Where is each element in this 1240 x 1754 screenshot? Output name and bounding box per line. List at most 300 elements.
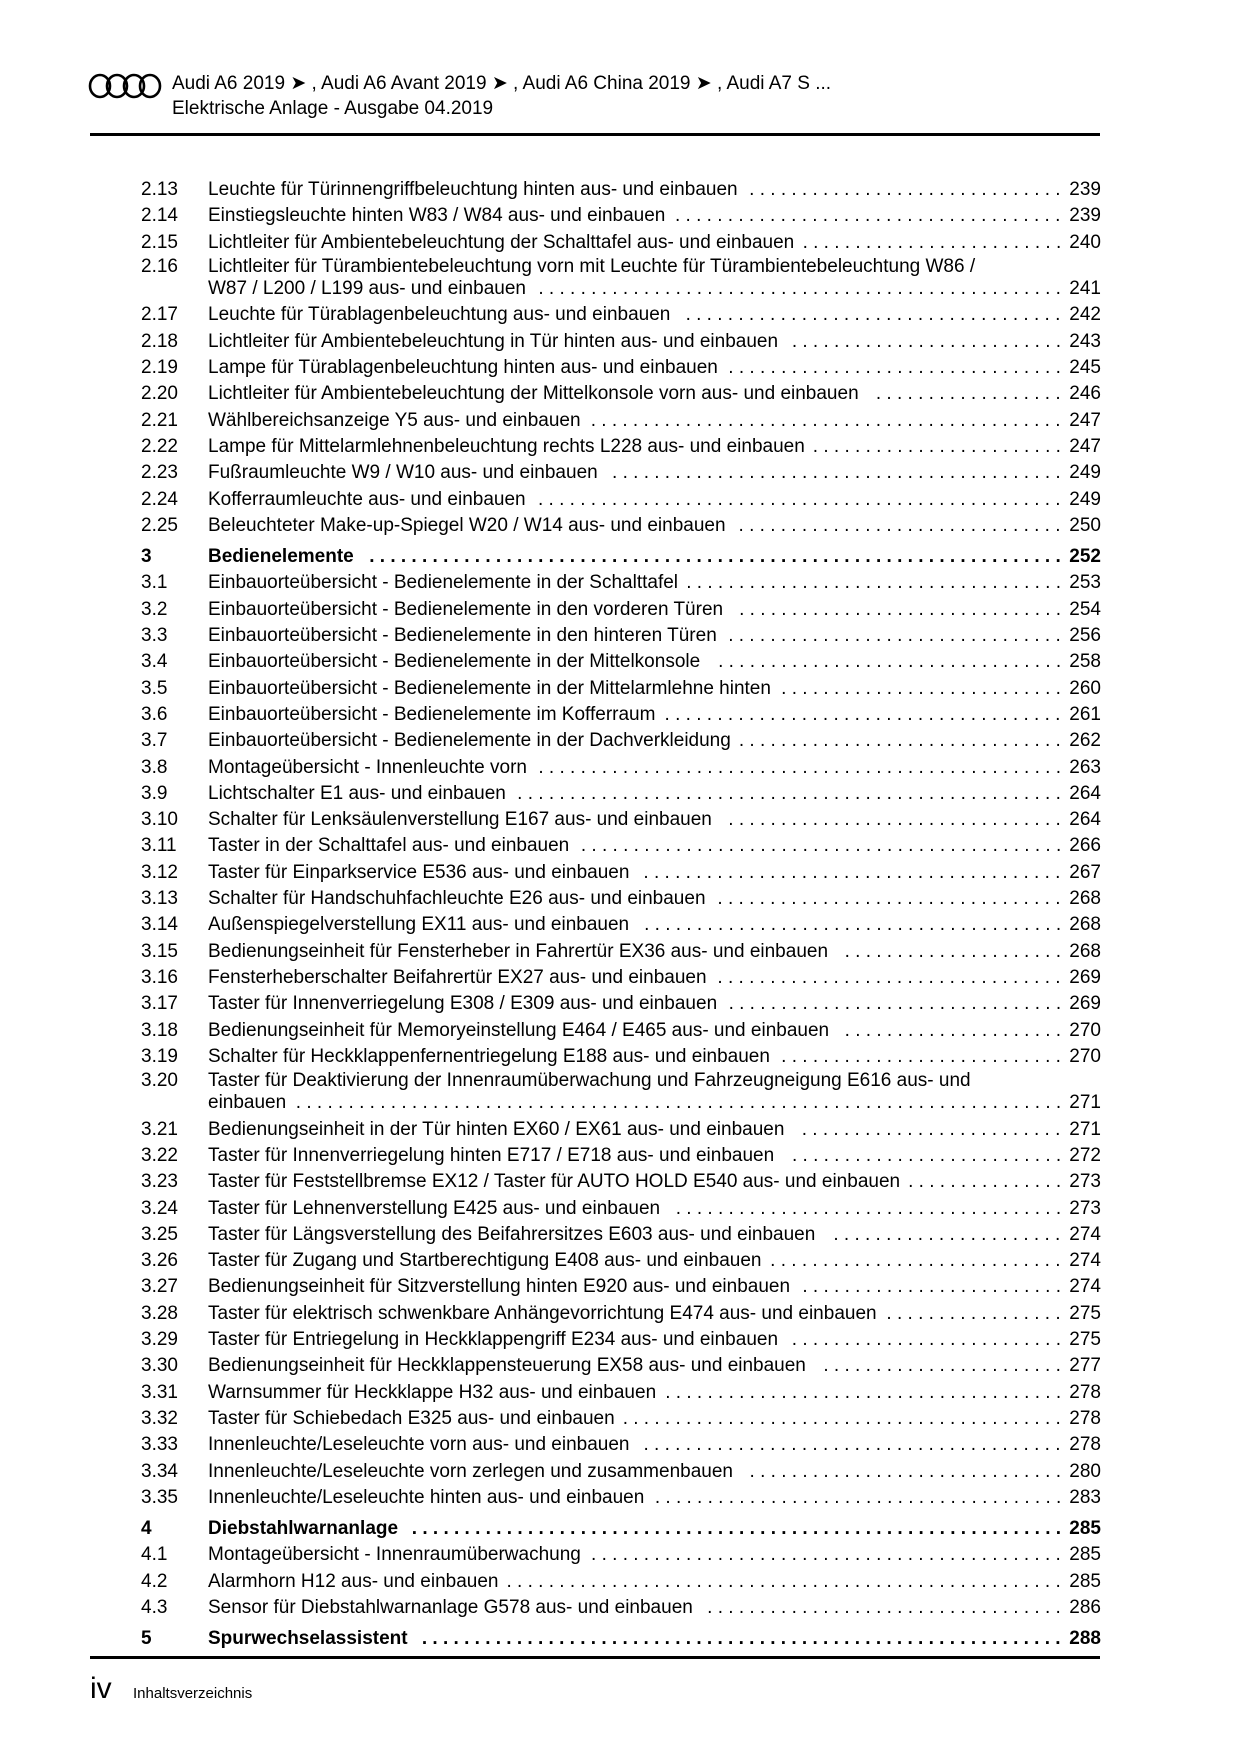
toc-page: 264 [1069,809,1101,831]
toc-entry[interactable] [141,860,1101,886]
toc-title-cell [208,1595,1065,1621]
toc-title-cell [208,728,1065,754]
toc-title-cell [208,991,1065,1017]
toc-page: 274 [1069,1276,1101,1298]
toc-page: 264 [1069,782,1101,804]
toc-page: 273 [1069,1197,1101,1219]
toc-page: 274 [1069,1223,1101,1245]
toc-number: 3.33 [141,1434,178,1456]
toc-page: 285 [1069,1570,1101,1592]
toc-entry[interactable] [141,1595,1101,1621]
toc-entry[interactable] [141,460,1101,486]
toc-page: 268 [1069,914,1101,936]
toc-title-cell [208,355,1065,381]
toc-page: 273 [1069,1171,1101,1193]
toc-entry[interactable] [141,1406,1101,1432]
toc-entry[interactable] [141,1248,1101,1274]
toc-entry[interactable] [141,623,1101,649]
toc-entry[interactable] [141,807,1101,833]
toc-page: 268 [1069,940,1101,962]
toc-title[interactable]: Einstiegsleuchte hinten W83 / W84 aus- und einbauen [208,205,666,227]
toc-title-cell [208,833,1065,859]
toc-title[interactable]: Alarmhorn H12 aus- und einbauen [208,1570,499,1592]
toc-title[interactable]: Diebstahlwarnanlage [208,1518,399,1540]
toc-entry[interactable] [141,1459,1101,1485]
toc-title-cell [208,1143,1065,1169]
toc-entry[interactable] [141,203,1101,229]
toc-page: 263 [1069,756,1101,778]
toc-entry[interactable] [141,702,1101,728]
toc-page: 277 [1069,1355,1101,1377]
toc-title-cell [208,1485,1065,1511]
toc-dot-leader: . . . . . . . . . . . . . . . . . . . . . . . . . [802,1276,1062,1298]
footer-section: Inhaltsverzeichnis [133,1685,253,1702]
toc-page: 266 [1069,835,1101,857]
toc-title-cell [208,1569,1065,1595]
toc-page: 285 [1069,1518,1101,1540]
toc-title-cell [208,544,1065,570]
toc-page: 274 [1069,1250,1101,1272]
toc-title[interactable]: Bedienungseinheit in der Tür hinten EX60 / EX61 aus- und einbauen [208,1118,785,1140]
toc-title-cell [208,1070,1065,1115]
toc-number: 2.18 [141,330,178,352]
toc-dot-leader: . . . . . . . . . . . . . . . . . . . . . . . . . . . . . . . . . . . . . . . . . . . . . . . . . . . . . . . . . . . . . . . . . . [369,546,1061,568]
toc-page: 268 [1069,888,1101,910]
toc-dot-leader: . . . . . . . . . . . . . . . . . . . . . . . . . . . . . . . . [728,993,1062,1015]
toc-dot-leader: . . . . . . . . . . . . . . . . . . . . . . . . . . . [781,1045,1061,1067]
toc-title-cell [208,623,1065,649]
toc-page: 241 [1069,278,1101,300]
toc-title[interactable]: Leuchte für Türablagenbeleuchtung aus- und einbauen [208,304,671,326]
toc-entry[interactable] [141,1117,1101,1143]
toc-title-cell [208,1044,1065,1070]
toc-number: 3.12 [141,861,178,883]
toc-number: 4 [141,1518,152,1540]
toc-entry[interactable] [141,1222,1101,1248]
toc-entry[interactable] [141,177,1101,203]
toc-title-cell [208,230,1065,256]
toc-page: 262 [1069,730,1101,752]
toc-number: 3.5 [141,677,168,699]
toc-entry[interactable] [141,355,1101,381]
toc-title-cell [208,381,1065,407]
toc-title[interactable]: Warnsummer für Heckklappe H32 aus- und einbauen [208,1381,657,1403]
toc-entry[interactable] [141,1018,1101,1044]
toc-dot-leader: . . . . . . . . . . . . . . . . . . . . . . . . . . . . . . . . . . . . . . . . [643,1434,1061,1456]
toc-dot-leader: . . . . . . . . . . . . . . . . . . . . . . . . . . . . . . . . . [717,966,1061,988]
toc-page: 243 [1069,330,1101,352]
toc-page: 240 [1069,231,1101,253]
toc-title[interactable]: Einbauorteübersicht - Bedienelemente in der Dachverkleidung [208,730,731,752]
toc-title[interactable]: Taster für Einparkservice E536 aus- und einbauen [208,861,630,883]
toc-title[interactable]: Montageübersicht - Innenraumüberwachung [208,1544,581,1566]
toc-title[interactable]: Schalter für Handschuhfachleuchte E26 aus- und einbauen [208,888,706,910]
toc-number: 3.1 [141,572,168,594]
toc-dot-leader: . . . . . . . . . . . . . . . . . . . . . . . . . . . . . . . . . . . . . . . . . . . . . . . . . . . . . . . . . . . . . . . . . . . . . . . . . [295,1092,1062,1114]
toc-number: 3.30 [141,1355,178,1377]
toc-title[interactable]: Taster für Zugang und Startberechtigung E408 aus- und einbauen [208,1250,762,1272]
toc-number: 3.6 [141,703,168,725]
header-models: Audi A6 2019 ➤ , Audi A6 Avant 2019 ➤ , Audi A6 China 2019 ➤ , Audi A7 S ... [172,73,832,94]
toc-title[interactable]: Sensor für Diebstahlwarnanlage G578 aus- und einbauen [208,1597,693,1619]
toc-page: 250 [1069,514,1101,536]
toc-entry[interactable] [141,434,1101,460]
toc-title-cell [208,1432,1065,1458]
toc-title-cell [208,781,1065,807]
toc-entry[interactable] [141,939,1101,965]
toc-title[interactable]: Lampe für Mittelarmlehnenbeleuchtung rechts L228 aus- und einbauen [208,435,805,457]
toc-page: 267 [1069,861,1101,883]
toc-page: 239 [1069,179,1101,200]
toc-entry[interactable] [141,912,1101,938]
toc-title-cell [208,302,1065,328]
toc-dot-leader: . . . . . . . . . . . . . . . . . . . . . . . . . . . . . . . [739,598,1062,620]
toc-number: 3.3 [141,625,168,647]
toc-dot-leader: . . . . . . . . . . . . . . . . . . . . . . . . . . . . . . . . . [718,651,1062,673]
toc-title[interactable]: Innenleuchte/Leseleuchte hinten aus- und einbauen [208,1486,645,1508]
toc-number: 2.23 [141,462,178,484]
toc-number: 3.16 [141,966,178,988]
toc-entry[interactable] [141,513,1101,539]
toc-entry[interactable] [141,649,1101,675]
toc-title[interactable]: Einbauorteübersicht - Bedienelemente in den hinteren Türen [208,625,717,647]
toc-title-cell [208,329,1065,355]
toc-number: 2.19 [141,357,178,379]
toc-entry[interactable] [141,676,1101,702]
toc-title[interactable]: Innenleuchte/Leseleuchte vorn aus- und einbauen [208,1434,630,1456]
toc-title-cell [208,1542,1065,1568]
toc-dot-leader: . . . . . . . . . . . . . . . . . . . . . . . . . . . . . . . . . . . . . . . . . . . . . . . . . . [538,278,1061,300]
toc-title[interactable]: Leuchte für Türinnengriffbeleuchtung hinten aus- und einbauen [208,179,738,200]
toc-entry[interactable] [141,1432,1101,1458]
toc-title[interactable]: Beleuchteter Make-up-Spiegel W20 / W14 aus- und einbauen [208,514,726,536]
toc-page: 278 [1069,1381,1101,1403]
toc-number: 3.27 [141,1276,178,1298]
toc-page: 269 [1069,966,1101,988]
toc-dot-leader: . . . . . . . . . . . . . . . . . . . . . . . . . . . . . . . . [728,809,1061,831]
toc-dot-leader: . . . . . . . . . . . . . . . . . . . . . . . . . . . . . . . . . . . . . . . . . . . . . . . . . . [538,756,1061,778]
toc-entry[interactable] [141,1070,1101,1117]
toc-entry[interactable] [141,965,1101,991]
toc-page: 275 [1069,1302,1101,1324]
toc-title[interactable]: Außenspiegelverstellung EX11 aus- und einbauen [208,914,630,936]
toc-entry[interactable] [141,408,1101,434]
toc-number: 3.26 [141,1250,178,1272]
toc-number: 3.4 [141,651,168,673]
toc-number: 2.16 [141,255,178,277]
toc-page: 283 [1069,1486,1101,1508]
toc-title[interactable]: Bedienungseinheit für Memoryeinstellung E464 / E465 aus- und einbauen [208,1019,830,1041]
toc-title-cell [208,1353,1065,1379]
toc-entry[interactable] [141,1485,1101,1511]
toc-title[interactable]: Lichtschalter E1 aus- und einbauen [208,782,506,804]
toc-number: 3.24 [141,1197,178,1219]
toc-number: 3.19 [141,1045,178,1067]
toc-dot-leader: . . . . . . . . . . . . . . . [908,1171,1062,1193]
toc-entry[interactable] [141,1196,1101,1222]
toc-entry[interactable] [141,728,1101,754]
toc-page: 278 [1069,1434,1101,1456]
toc-entry[interactable] [141,1169,1101,1195]
toc-title-cell [208,203,1065,229]
toc-title-cell [208,755,1065,781]
toc-title[interactable]: Bedienungseinheit für Heckklappensteuerung EX58 aus- und einbauen [208,1355,806,1377]
toc-page: 239 [1069,205,1101,227]
toc-dot-leader: . . . . . . . . . . . . . . . . . . . . . . . . . . [791,1144,1062,1166]
toc-page: 271 [1069,1092,1101,1114]
toc-entry[interactable] [141,487,1101,513]
toc-title[interactable]: Einbauorteübersicht - Bedienelemente im Kofferraum [208,703,656,725]
toc-title[interactable]: Taster für Entriegelung in Heckklappengriff E234 aus- und einbauen [208,1329,779,1351]
table-of-contents [141,177,1101,1653]
toc-page: 261 [1069,703,1101,725]
toc-title-cell [208,1117,1065,1143]
toc-title[interactable]: Innenleuchte/Leseleuchte vorn zerlegen und zusammenbauen [208,1460,733,1482]
toc-title[interactable]: Spurwechselassistent [208,1628,408,1650]
toc-title-cell [208,1169,1065,1195]
toc-dot-leader: . . . . . . . . . . . . . . . . . . . . . . . . . . . . . . [749,179,1061,200]
toc-dot-leader: . . . . . . . . . . . . . . . . . . [875,383,1061,405]
toc-dot-leader: . . . . . . . . . . . . . . . . . . . . . . . . . . . . . . . [738,730,1061,752]
toc-title[interactable]: Schalter für Lenksäulenverstellung E167 aus- und einbauen [208,809,712,831]
toc-entry[interactable] [141,1569,1101,1595]
toc-title[interactable]: Taster für Längsverstellung des Beifahrersitzes E603 aus- und einbauen [208,1223,816,1245]
toc-title-cell [208,1018,1065,1044]
toc-page: 260 [1069,677,1101,699]
toc-title-cell [208,570,1065,596]
toc-title-cell [208,912,1065,938]
toc-entry[interactable] [141,329,1101,355]
toc-dot-leader: . . . . . . . . . . . . . . . . . . . . . . . . [812,435,1061,457]
toc-title[interactable]: Taster für Innenverriegelung hinten E717 / E718 aus- und einbauen [208,1144,775,1166]
toc-entry[interactable] [141,1044,1101,1070]
toc-page: 272 [1069,1144,1101,1166]
toc-title[interactable]: Taster für Schiebedach E325 aus- und einbauen [208,1407,615,1429]
toc-number: 3 [141,546,152,568]
toc-title-cell [208,1516,1065,1542]
toc-entry[interactable] [141,833,1101,859]
toc-dot-leader: . . . . . . . . . . . . . . . . . . . . . . . . . . . . . . . . . . . . . . . . . . . . . [591,1544,1061,1566]
toc-entry[interactable] [141,381,1101,407]
toc-number: 3.8 [141,756,168,778]
toc-number: 4.3 [141,1597,168,1619]
toc-dot-leader: . . . . . . . . . . . . . . . . . . . . . . . . . . . [781,677,1061,699]
toc-entry[interactable] [141,256,1101,303]
toc-dot-leader: . . . . . . . . . . . . . . . . . . . . . . . . . . . . . . . . . . . . . . . . . . . [612,462,1061,484]
toc-title-cell [208,1626,1065,1652]
toc-number: 4.1 [141,1544,168,1566]
toc-title-cell [208,256,1065,301]
toc-dot-leader: . . . . . . . . . . . . . . . . . . . . . . . . . . . . . . . . . . . . . . . . . . . . . . . . . . [537,488,1061,510]
toc-entry[interactable] [141,1143,1101,1169]
toc-title-cell [208,1274,1065,1300]
footer-divider [90,1656,1100,1659]
toc-number: 3.25 [141,1223,178,1245]
header-subtitle: Elektrische Anlage - Ausgabe 04.2019 [172,98,494,119]
toc-title-cell [208,177,1065,203]
toc-title[interactable]: Einbauorteübersicht - Bedienelemente in der Schalttafel [208,572,679,594]
toc-dot-leader: . . . . . . . . . . . . . . . . . . . . . [844,940,1062,962]
toc-dot-leader: . . . . . . . . . . . . . . . . . . . . . . . . . . . . . . . . . . . . . [675,1197,1062,1219]
toc-number: 3.11 [141,835,177,857]
toc-number: 3.2 [141,598,168,620]
toc-title-cell [208,1248,1065,1274]
toc-number: 3.28 [141,1302,178,1324]
toc-title[interactable]: Taster für Feststellbremse EX12 / Taster für AUTO HOLD E540 aus- und einbauen [208,1171,901,1193]
toc-page: 270 [1069,1019,1101,1041]
toc-dot-leader: . . . . . . . . . . . . . . . . . . . . . . . . . . . . . . . . . . . . . . . . . . . . . . . . . . . . . [506,1570,1061,1592]
toc-number: 3.29 [141,1329,178,1351]
toc-page: 278 [1069,1407,1101,1429]
toc-dot-leader: . . . . . . . . . . . . . . . . . . . . . . . . . [801,1118,1061,1140]
toc-page: 249 [1069,488,1101,510]
toc-page: 256 [1069,625,1101,647]
toc-number: 2.24 [141,488,178,510]
toc-title[interactable]: Wählbereichsanzeige Y5 aus- und einbauen [208,409,581,431]
toc-number: 3.17 [141,993,178,1015]
toc-title[interactable]: Einbauorteübersicht - Bedienelemente in den vorderen Türen [208,598,724,620]
toc-number: 2.13 [141,179,178,200]
toc-title[interactable]: Einbauorteübersicht - Bedienelemente in der Mittelkonsole [208,651,701,673]
toc-number: 3.18 [141,1019,178,1041]
toc-dot-leader: . . . . . . . . . . . . . . . . . . . . . . . . . . . . . . . . . . [707,1597,1061,1619]
toc-entry[interactable] [141,570,1101,596]
toc-number: 3.35 [141,1486,178,1508]
toc-page: 270 [1069,1045,1101,1067]
toc-title[interactable]: Bedienungseinheit für Sitzverstellung hinten E920 aus- und einbauen [208,1276,791,1298]
toc-title-cell [208,460,1065,486]
toc-number: 3.14 [141,914,178,936]
toc-dot-leader: . . . . . . . . . . . . . . . . . . . . . . . . . . . . . . . . . . . . . . [664,703,1061,725]
toc-number: 5 [141,1628,152,1650]
toc-dot-leader: . . . . . . . . . . . . . . . . . . . . . . . . . . . . . . . . . . . . . [675,205,1061,227]
toc-page: 275 [1069,1329,1101,1351]
toc-dot-leader: . . . . . . . . . . . . . . . . . . . . . . . . . . . . . . . . . . . . . . . . . . . . . [590,409,1061,431]
toc-dot-leader: . . . . . . . . . . . . . . . . . . . . . . . . . . . . . . . . . . . . [685,304,1061,326]
toc-chapter[interactable] [141,544,1101,570]
toc-number: 2.20 [141,383,178,405]
toc-title[interactable]: Lichtleiter für Türambientebeleuchtung vorn mit Leuchte für Türambientebeleuchtung W86 / W87 / L200 / L199 aus- und einbauen [208,255,976,300]
toc-title-cell [208,1459,1065,1485]
toc-title-cell [208,1301,1065,1327]
toc-title[interactable]: Kofferraumleuchte aus- und einbauen [208,488,526,510]
toc-title-cell [208,807,1065,833]
toc-dot-leader: . . . . . . . . . . . . . . . . . . . . . . . . . . [791,1329,1062,1351]
toc-chapter[interactable] [141,1516,1101,1542]
toc-entry[interactable] [141,1353,1101,1379]
toc-number: 3.9 [141,782,168,804]
toc-page: 269 [1069,993,1101,1015]
toc-entry[interactable] [141,1301,1101,1327]
toc-number: 2.21 [141,409,178,431]
toc-title[interactable]: Bedienelemente [208,546,354,568]
toc-dot-leader: . . . . . . . . . . . . . . . . . . . . . . . . . . . . . . . [738,514,1061,536]
toc-number: 2.15 [141,231,178,253]
toc-number: 3.31 [141,1381,178,1403]
toc-entry[interactable] [141,1380,1101,1406]
toc-title-cell [208,702,1065,728]
toc-entry[interactable] [141,781,1101,807]
toc-title-cell [208,408,1065,434]
toc-entry[interactable] [141,1327,1101,1353]
toc-title[interactable]: Lichtleiter für Ambientebeleuchtung der Mittelkonsole vorn aus- und einbauen [208,383,859,405]
toc-dot-leader: . . . . . . . . . . . . . . . . . . . . . . . . . . . . [770,1250,1061,1272]
toc-page: 271 [1069,1118,1101,1140]
toc-title[interactable]: Taster für Deaktivierung der Innenraumüberwachung und Fahrzeugneigung E616 aus- und einbauen [208,1070,971,1114]
toc-dot-leader: . . . . . . . . . . . . . . . . . . . . . . . . . . . . . . . . . . . . . . . . . . . . . . . . . . . . [517,782,1061,804]
toc-title[interactable]: Taster für elektrisch schwenkbare Anhängevorrichtung E474 aus- und einbauen [208,1302,877,1324]
toc-title-cell [208,513,1065,539]
toc-title[interactable]: Bedienungseinheit für Fensterheber in Fahrertür EX36 aus- und einbauen [208,940,829,962]
toc-entry[interactable] [141,597,1101,623]
toc-title[interactable]: Taster für Lehnenverstellung E425 aus- und einbauen [208,1197,661,1219]
toc-title-cell [208,1196,1065,1222]
toc-title-cell [208,1380,1065,1406]
toc-title[interactable]: Schalter für Heckklappenfernentriegelung E188 aus- und einbauen [208,1045,770,1067]
toc-page: 253 [1069,572,1101,594]
toc-dot-leader: . . . . . . . . . . . . . . . . . . . . . . . . . . . . . . . . . . . . . . . . . . . . . . [580,835,1062,857]
toc-dot-leader: . . . . . . . . . . . . . . . . . . . . . . . . . . . . . . . . [728,625,1061,647]
toc-number: 3.15 [141,940,178,962]
toc-title[interactable]: Fußraumleuchte W9 / W10 aus- und einbauen [208,462,598,484]
toc-dot-leader: . . . . . . . . . . . . . . . . . . . . . . . . . . . . . . [749,1460,1061,1482]
toc-title-cell [208,1222,1065,1248]
toc-title[interactable]: Montageübersicht - Innenleuchte vorn [208,756,527,778]
toc-dot-leader: . . . . . . . . . . . . . . . . . . . . . . . . . . . . . . . . . . . . . . . . [644,914,1062,936]
toc-title[interactable]: Lichtleiter für Ambientebeleuchtung in Tür hinten aus- und einbauen [208,330,779,352]
toc-page: 249 [1069,462,1101,484]
toc-title-cell [208,860,1065,886]
toc-title-cell [208,1327,1065,1353]
toc-dot-leader: . . . . . . . . . . . . . . . . . . . . . . [833,1223,1061,1245]
toc-title[interactable]: Lichtleiter für Ambientebeleuchtung der Schalttafel aus- und einbauen [208,231,795,253]
toc-number: 2.25 [141,514,178,536]
toc-dot-leader: . . . . . . . . . . . . . . . . . . . . . . . . . . . . . . . . . . . . . . . [654,1486,1062,1508]
header-divider [90,133,1100,136]
toc-dot-leader: . . . . . . . . . . . . . . . . . . . . . . . . . . . . . . . . . . . . . . . . . . [622,1407,1061,1429]
toc-page: 286 [1069,1597,1101,1619]
toc-entry[interactable] [141,991,1101,1017]
toc-page: 258 [1069,651,1101,673]
toc-entry[interactable] [141,1274,1101,1300]
toc-entry[interactable] [141,755,1101,781]
toc-title-cell [208,886,1065,912]
toc-dot-leader: . . . . . . . . . . . . . . . . . . . . . . . . . [802,231,1062,253]
toc-entry[interactable] [141,302,1101,328]
toc-title[interactable]: Fensterheberschalter Beifahrertür EX27 aus- und einbauen [208,966,707,988]
toc-entry[interactable] [141,1542,1101,1568]
toc-chapter[interactable] [141,1626,1101,1652]
footer-page-number: iv [90,1672,112,1705]
toc-title[interactable]: Einbauorteübersicht - Bedienelemente in der Mittelarmlehne hinten [208,677,771,699]
toc-number: 3.22 [141,1144,178,1166]
toc-page: 280 [1069,1460,1101,1482]
toc-title-cell [208,434,1065,460]
toc-title-cell [208,1406,1065,1432]
toc-number: 4.2 [141,1570,168,1592]
toc-title[interactable]: Taster in der Schalttafel aus- und einbauen [208,835,570,857]
toc-entry[interactable] [141,886,1101,912]
toc-title[interactable]: Taster für Innenverriegelung E308 / E309 aus- und einbauen [208,993,718,1015]
toc-number: 3.32 [141,1407,178,1429]
toc-number: 3.21 [141,1118,178,1140]
toc-page: 252 [1069,546,1101,568]
toc-entry[interactable] [141,230,1101,256]
toc-title[interactable]: Lampe für Türablagenbeleuchtung hinten aus- und einbauen [208,357,718,379]
toc-title-cell [208,649,1065,675]
toc-dot-leader: . . . . . . . . . . . . . . . . . . . . . [844,1019,1062,1041]
toc-page: 246 [1069,383,1101,405]
